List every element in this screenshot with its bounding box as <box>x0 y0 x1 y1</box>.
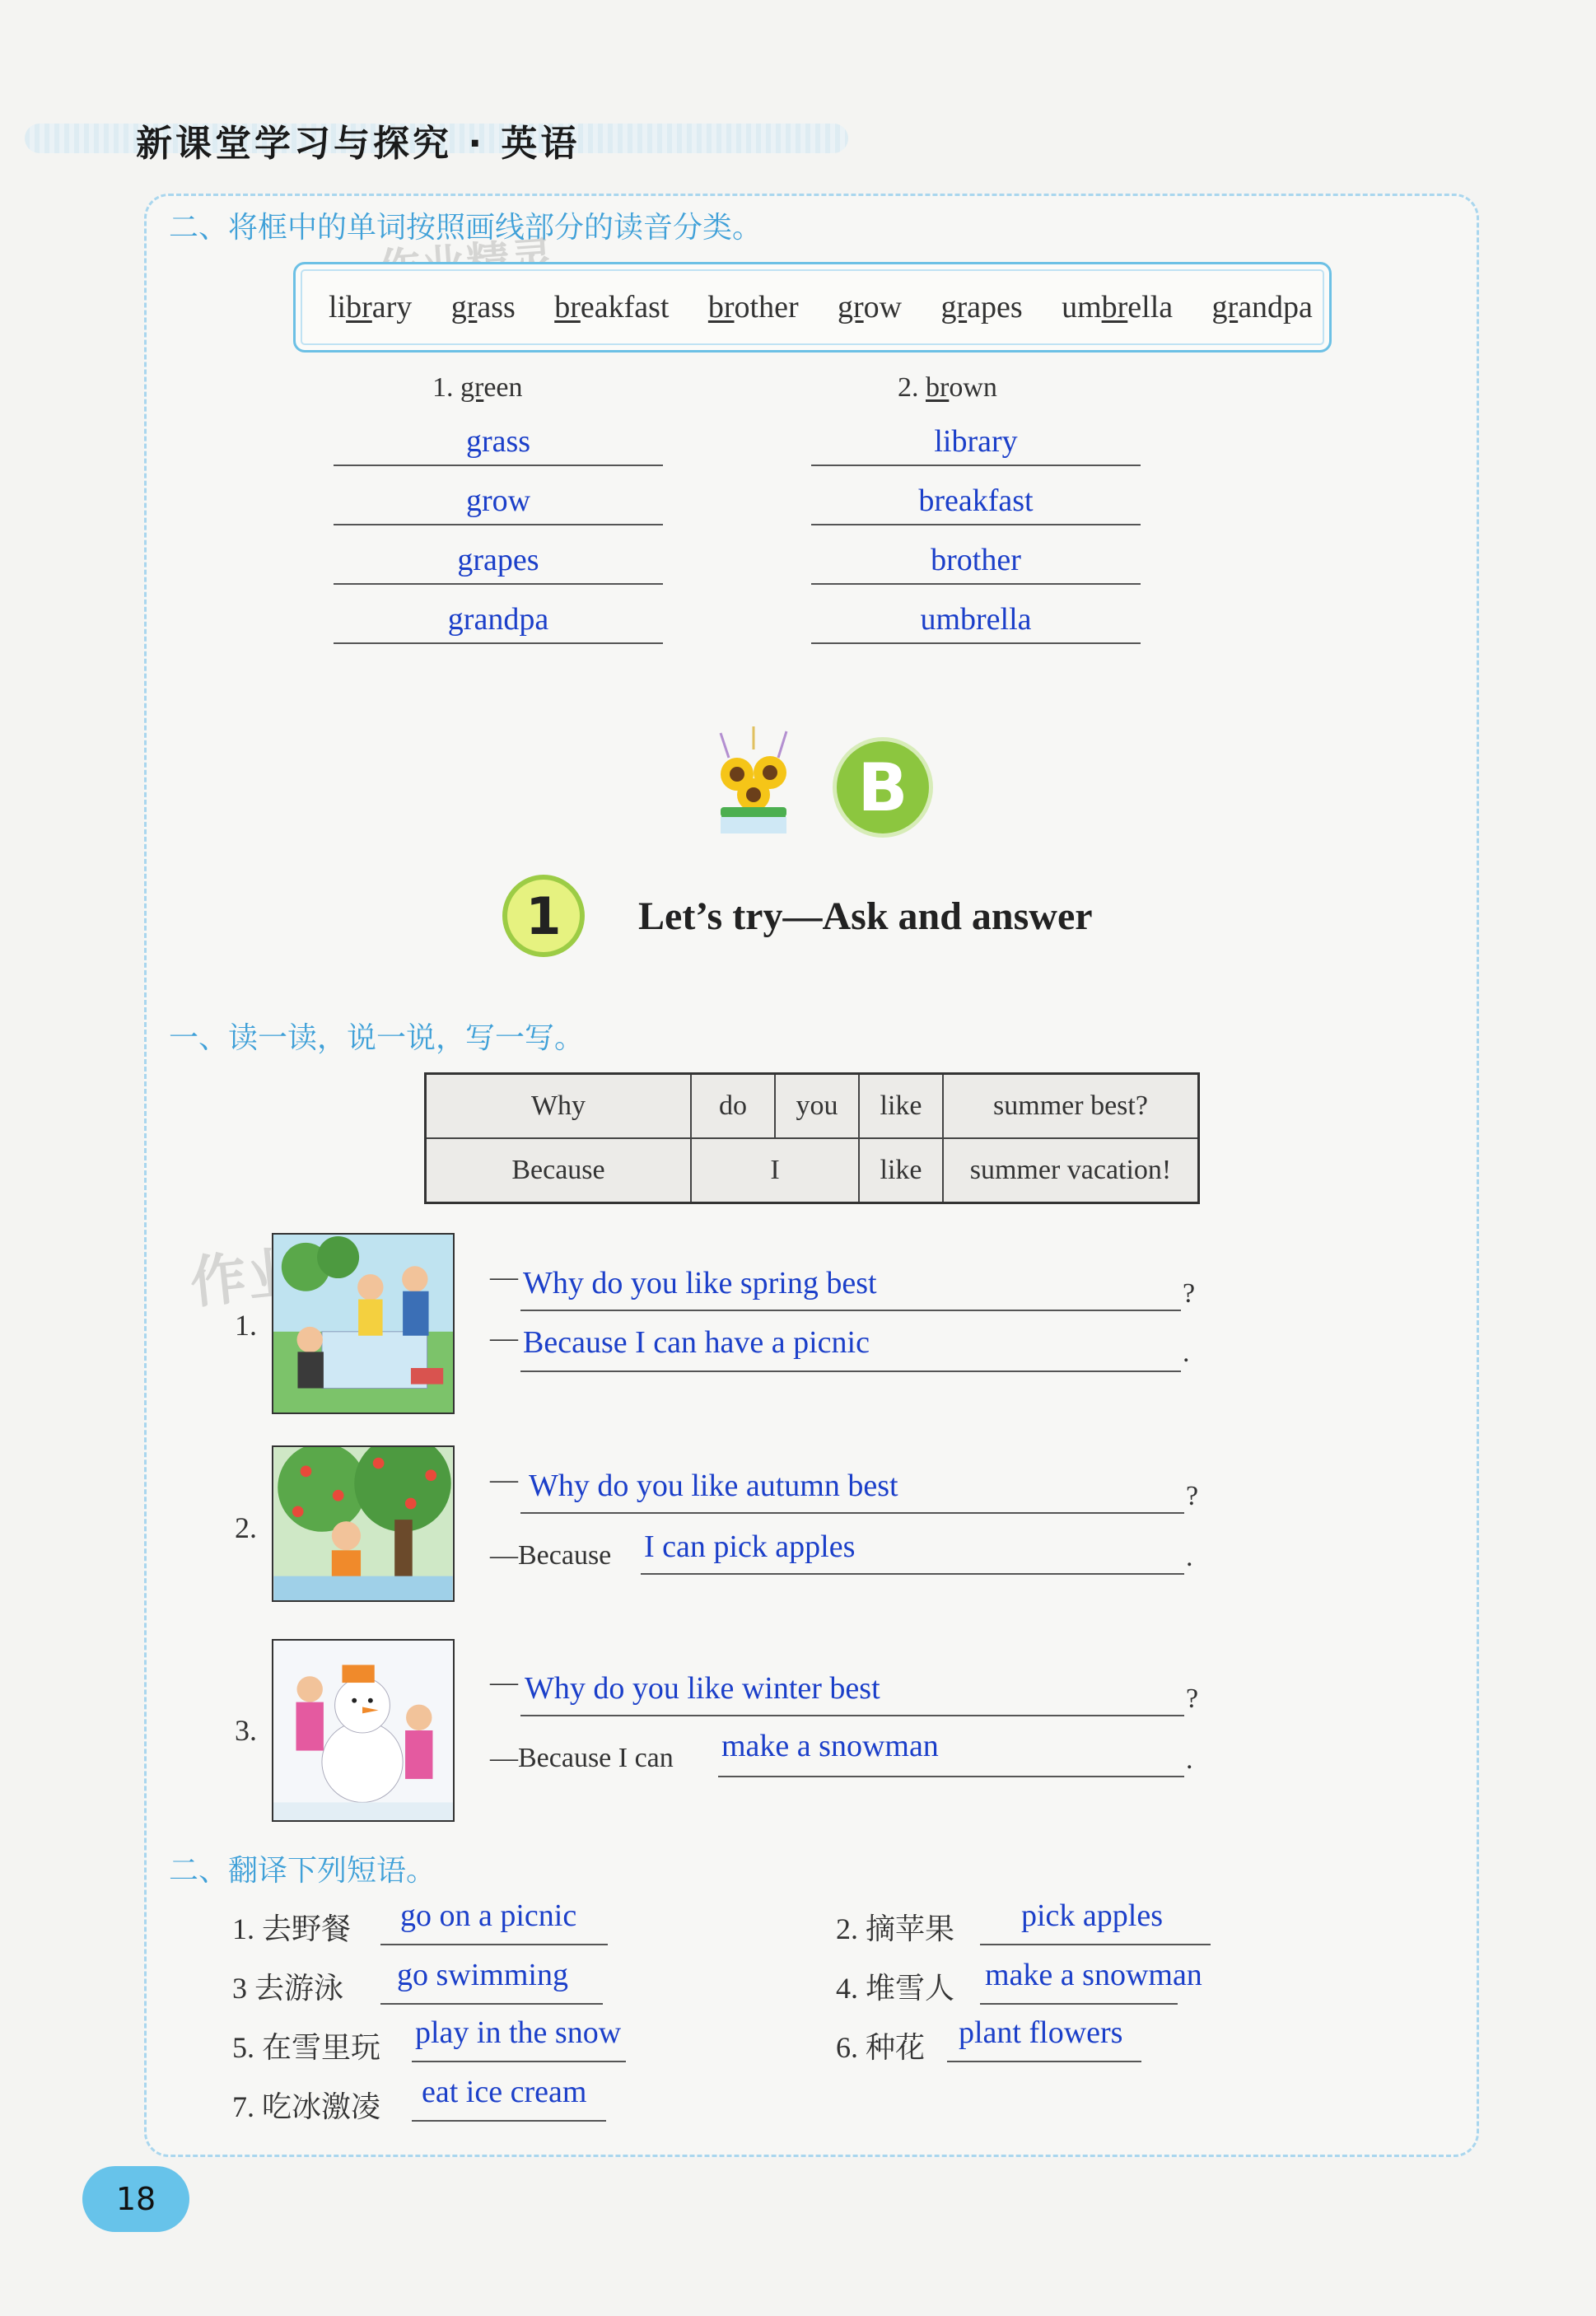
word-item: umbrella <box>1062 290 1174 325</box>
answer-text: Because I can have a picnic <box>523 1325 870 1360</box>
phrase-answer: pick apples <box>1021 1898 1164 1933</box>
page-header-title: 新课堂学习与探究 · 英语 <box>136 123 581 165</box>
sunflower-icon <box>696 725 811 848</box>
word-item: grandpa <box>1211 290 1313 325</box>
question-dash: — <box>490 1262 518 1292</box>
word-item: brother <box>707 290 799 325</box>
phrase-answer: make a snowman <box>985 1958 1202 1992</box>
word-item: grass <box>450 290 516 325</box>
question-answer: Why do you like autumn best <box>529 1469 898 1503</box>
question-number: 1. <box>235 1309 257 1342</box>
table-cell: like <box>859 1074 943 1139</box>
word-item: library <box>329 290 413 325</box>
column-2-head <box>898 372 997 404</box>
picnic-picture <box>272 1233 455 1414</box>
answer-line[interactable]: grapes <box>334 537 663 585</box>
answer-line[interactable]: library <box>811 418 1141 466</box>
phrase-label: 5. 在雪里玩 <box>232 2031 381 2064</box>
phrase-answer: play in the snow <box>415 2015 622 2050</box>
answer-prefix: — <box>490 1323 518 1353</box>
page-number: 18 <box>82 2166 189 2232</box>
phrase-label: 6. 种花 <box>836 2031 926 2064</box>
question-answer: Why do you like winter best <box>525 1671 880 1706</box>
period-mark: . <box>1186 1542 1193 1572</box>
question-mark: ? <box>1183 1278 1196 1309</box>
answer-text: make a snowman <box>721 1729 939 1763</box>
table-cell: I <box>691 1138 859 1203</box>
section-title-sort: 二、将框中的单词按照画线部分的读音分类。 <box>169 211 763 245</box>
table-cell: do <box>691 1074 775 1139</box>
section-b-badge: B <box>837 741 929 833</box>
table-cell: you <box>775 1074 859 1139</box>
answer-line[interactable]: breakfast <box>811 478 1141 525</box>
word-item: grapes <box>940 290 1023 325</box>
section-title-read: 一、读一读，说一说，写一写。 <box>169 1021 585 1055</box>
question-dash: — <box>490 1667 518 1697</box>
table-cell: summer best? <box>943 1074 1199 1139</box>
answer-prefix: —Because <box>490 1540 612 1571</box>
phrase-answer: plant flowers <box>959 2015 1123 2050</box>
question-mark: ? <box>1186 1683 1199 1714</box>
column-2-word: brown <box>926 372 997 403</box>
phrase-label: 3 去游泳 <box>232 1972 344 2005</box>
lesson-number-badge: 1 <box>502 875 585 957</box>
section-title-translate: 二、翻译下列短语。 <box>169 1854 436 1888</box>
phrase-label: 4. 堆雪人 <box>836 1972 955 2005</box>
table-cell: summer vacation! <box>943 1138 1199 1203</box>
question-mark: ? <box>1186 1481 1199 1511</box>
answer-line[interactable]: brother <box>811 537 1141 585</box>
column-1-number: 1. <box>432 372 454 403</box>
answer-prefix: —Because I can <box>490 1743 674 1773</box>
answer-line[interactable]: grass <box>334 418 663 466</box>
answer-text: I can pick apples <box>644 1529 856 1564</box>
phrase-label: 7. 吃冰激凌 <box>232 2090 381 2123</box>
phrase-answer: go on a picnic <box>400 1898 577 1933</box>
table-cell: like <box>859 1138 943 1203</box>
question-number: 3. <box>235 1714 257 1747</box>
period-mark: . <box>1186 1744 1193 1775</box>
lesson-title: Let’s try—Ask and answer <box>638 894 1093 938</box>
table-cell: Why <box>426 1074 692 1139</box>
phrase-label: 2. 摘苹果 <box>836 1912 955 1945</box>
word-item: grow <box>837 290 903 325</box>
sentence-table <box>424 1072 1200 1204</box>
phrase-label: 1. 去野餐 <box>232 1912 352 1945</box>
column-1-head <box>432 372 523 404</box>
table-cell: Because <box>426 1138 692 1203</box>
column-1-word: green <box>460 372 523 403</box>
word-item: breakfast <box>554 290 670 325</box>
question-answer: Why do you like spring best <box>523 1266 877 1300</box>
word-box <box>293 262 1332 353</box>
answer-line[interactable]: umbrella <box>811 596 1141 644</box>
question-number: 2. <box>235 1511 257 1544</box>
table-row <box>426 1138 1199 1203</box>
phrase-answer: eat ice cream <box>422 2075 587 2109</box>
word-list <box>329 289 1313 325</box>
period-mark: . <box>1183 1338 1190 1368</box>
snowman-picture <box>272 1639 455 1822</box>
answer-line[interactable]: grow <box>334 478 663 525</box>
phrase-answer: go swimming <box>397 1958 568 1992</box>
question-dash: — <box>490 1464 518 1495</box>
apple-picking-picture <box>272 1445 455 1602</box>
answer-line[interactable]: grandpa <box>334 596 663 644</box>
column-2-number: 2. <box>898 372 919 403</box>
table-row <box>426 1074 1199 1139</box>
